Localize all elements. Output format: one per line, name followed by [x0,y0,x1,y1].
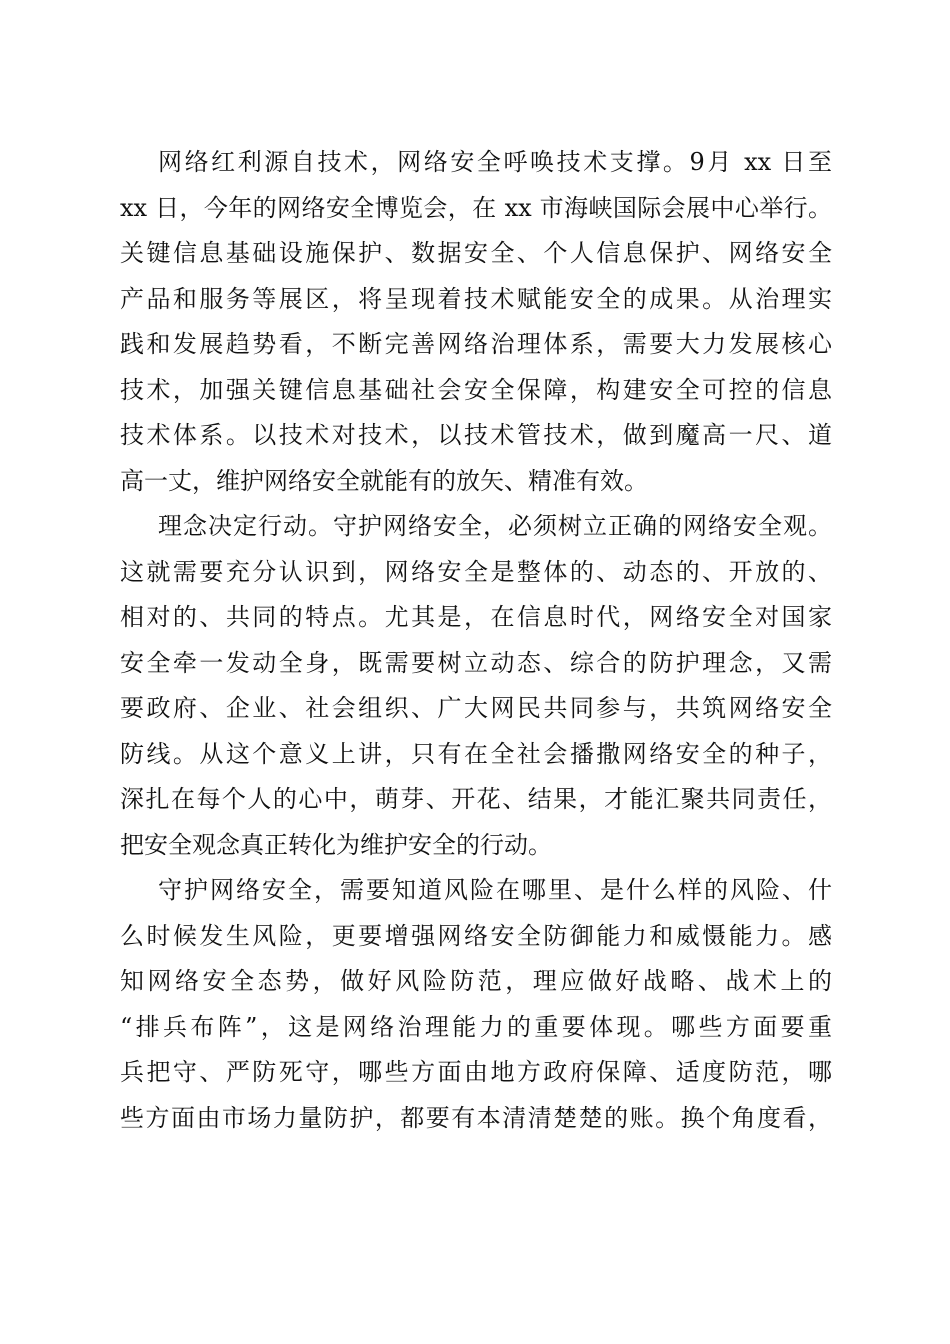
text-line: 践和发展趋势看，不断完善网络治理体系，需要大力发展核心 [120,330,832,358]
text-line: 这就需要充分认识到，网络安全是整体的、动态的、开放的、 [120,557,832,586]
text-line: 防线。从这个意义上讲，只有在全社会播撒网络安全的种子， [120,739,832,768]
text-line: 把安全观念真正转化为维护安全的行动。 [120,830,552,859]
text-line: 守护网络安全，需要知道风险在哪里、是什么样的风险、什 [158,876,832,904]
text-line: 技术体系。以技术对技术，以技术管技术，做到魔高一尺、道 [120,421,832,449]
text-line: 深扎在每个人的心中，萌芽、开花、结果，才能汇聚共同责任， [120,785,832,813]
text-line: “排兵布阵”，这是网络治理能力的重要体现。哪些方面要重 [120,1012,832,1041]
text-line: 相对的、共同的特点。尤其是，在信息时代，网络安全对国家 [120,603,832,631]
text-line: 关键信息基础设施保护、数据安全、个人信息保护、网络安全 [120,239,832,267]
paragraph-tech-support [120,140,832,504]
paragraph-risk-defense [120,868,832,1141]
text-line: 些方面由市场力量防护，都要有本清清楚楚的账。换个角度看， [120,1103,832,1132]
text-line: 技术，加强关键信息基础社会安全保障，构建安全可控的信息 [120,375,832,404]
text-line: 安全牵一发动全身，既需要树立动态、综合的防护理念，又需 [120,648,832,677]
text-line: 知网络安全态势，做好风险防范，理应做好战略、战术上的 [120,967,832,995]
text-line: 高一丈，维护网络安全就能有的放矢、精准有效。 [120,466,648,495]
text-line: 要政府、企业、社会组织、广大网民共同参与，共筑网络安全 [120,694,832,722]
paragraph-security-concept [120,504,832,868]
text-line: xx 日，今年的网络安全博览会，在 xx 市海峡国际会展中心举行。 [120,193,832,222]
text-line: 理念决定行动。守护网络安全，必须树立正确的网络安全观。 [158,512,832,540]
article-body [120,140,832,1141]
text-line: 兵把守、严防死守，哪些方面由地方政府保障、适度防范，哪 [120,1058,832,1086]
text-line: 么时候发生风险，更要增强网络安全防御能力和威慑能力。感 [120,921,832,950]
text-line: 网络红利源自技术，网络安全呼唤技术支撑。9月 xx 日至 [158,148,832,176]
text-line: 产品和服务等展区，将呈现着技术赋能安全的成果。从治理实 [120,284,832,313]
